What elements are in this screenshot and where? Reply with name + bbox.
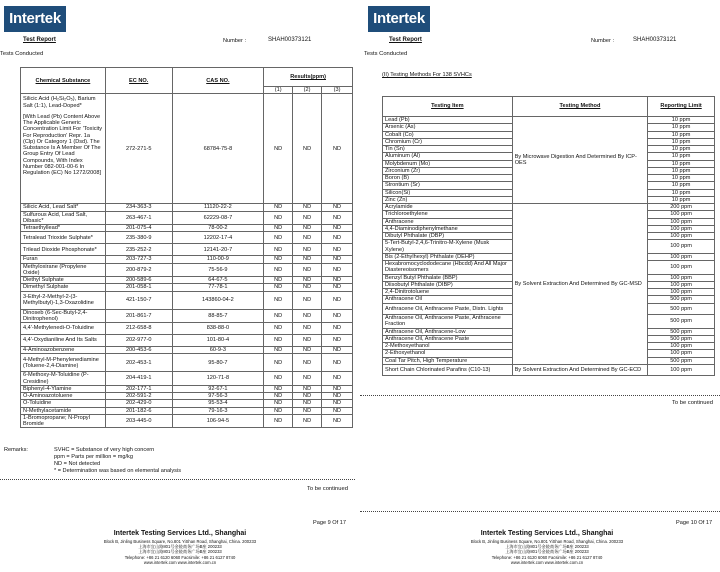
testing-item-cell: Anthracene Oil [383,296,513,303]
result-cell: ND [293,407,322,414]
footer-company: Intertek Testing Services Ltd., Shanghai [480,530,614,537]
substance-cell: O-Toluidine [21,400,106,407]
result-cell: ND [264,94,293,204]
table-row [21,354,353,372]
substance-cell: 4-Methyl-M-Phenylenediamine (Toluene-2,4-Diamine) [21,354,106,372]
table-row [21,211,353,225]
ec-cell: 203-445-0 [105,414,172,428]
reporting-limit-cell: 10 ppm [648,175,715,182]
testing-item-cell: Anthracene Oil, Anthracene-Low [383,328,513,335]
testing-item-cell: Anthracene Oil, Anthracene Paste, Anthracene Fraction [383,315,513,329]
testing-item-cell: Dibutyl Phthalate (DBP) [383,233,513,240]
col-chemical-substance: Chemical Substance [21,68,106,94]
table-row [21,393,353,400]
result-cell: ND [264,225,293,232]
result-cell: ND [322,284,353,291]
col-cas-no: CAS NO. [172,68,264,94]
reporting-limit-cell: 10 ppm [648,117,715,124]
cas-cell: 12202-17-4 [172,232,264,244]
result-cell: ND [322,372,353,386]
footer-address-cn: 上海市宜山路801号金陵商务广场B座 200233 [138,544,222,549]
result-cell: ND [293,400,322,407]
remark-line: ND = Not detected [54,461,101,467]
intertek-logo: Intertek [4,6,66,32]
subcol-2: (2) [293,87,322,94]
cas-cell: 88-85-7 [172,309,264,323]
result-cell: ND [293,385,322,392]
result-cell: ND [322,347,353,354]
result-cell: ND [322,414,353,428]
number-label: Number : [223,38,247,44]
remarks-label: Remarks: [4,447,28,453]
ec-cell: 201-075-4 [105,225,172,232]
ec-cell: 200-453-6 [105,347,172,354]
reporting-limit-cell: 100 ppm [648,240,715,254]
tests-conducted: Tests Conducted [0,51,44,57]
reporting-limit-cell: 100 ppm [648,218,715,225]
reporting-limit-cell: 500 ppm [648,357,715,364]
footer-web: www.intertek.com www.intertek.com.cn [510,559,584,565]
reporting-limit-cell: 100 ppm [648,253,715,260]
testing-item-cell: Anthracene [383,218,513,225]
result-cell: ND [322,400,353,407]
result-cell: ND [264,204,293,211]
cas-cell: 101-80-4 [172,335,264,347]
ec-cell: 202-453-1 [105,354,172,372]
substance-name: Silicic Acid (H₂Si₂O₅), Barium Salt (1:1), Lead-Doped* [23,96,96,109]
testing-item-cell: 2,4-Dinitrotoluene [383,289,513,296]
table-row [21,204,353,211]
result-cell: ND [264,232,293,244]
reporting-limit-cell: 100 ppm [648,350,715,357]
table-row [21,400,353,407]
testing-method-cell: By Solvent Extraction And Determined By GC-MSD [512,204,647,365]
reporting-limit-cell: 10 ppm [648,138,715,145]
ec-cell: 202-429-0 [105,400,172,407]
ec-cell: 202-977-0 [105,335,172,347]
result-cell: ND [322,244,353,256]
table-row [383,364,715,376]
testing-method-cell: By Solvent Extraction And Determined By GC-ECD [512,364,647,376]
substance-cell: 4-Aminoazobenzene [21,347,106,354]
testing-item-cell: Short Chain Chlorinated Parafins (C10-13) [383,364,513,376]
result-cell: ND [322,309,353,323]
footer-company: Intertek Testing Services Ltd., Shanghai [113,530,247,537]
divider [360,395,720,396]
cas-cell: 120-71-8 [172,372,264,386]
cas-cell: 97-56-3 [172,393,264,400]
testing-method-cell: By Microwave Digestion And Determined By ICP-OES [512,117,647,204]
result-cell: ND [264,393,293,400]
testing-item-cell: Molybdenum (Mo) [383,160,513,167]
result-cell: ND [264,284,293,291]
ec-cell: 235-380-9 [105,232,172,244]
number-value: SHAH00373121 [633,37,677,43]
cas-cell: 838-88-0 [172,323,264,335]
result-cell: ND [293,204,322,211]
subcol-3: (3) [322,87,353,94]
divider [360,511,720,512]
reporting-limit-cell: 10 ppm [648,182,715,189]
reporting-limit-cell: 500 ppm [648,335,715,342]
substance-cell: Dinoseb (6-Sec-Butyl-2,4-Dinitrophenol) [21,309,106,323]
result-cell: ND [322,335,353,347]
substance-cell: Tetralead Trioxide Sulphate* [21,232,106,244]
table-row [21,94,353,204]
reporting-limit-cell: 500 ppm [648,315,715,329]
testing-item-cell: Acrylamide [383,204,513,211]
cas-cell: 64-67-5 [172,277,264,284]
reporting-limit-cell: 10 ppm [648,167,715,174]
table-row [383,204,715,211]
substance-cell: 6-Methoxy-M-Toluidine (P-Cresidine) [21,372,106,386]
reporting-limit-cell: 100 ppm [648,274,715,281]
ec-cell: 201-182-6 [105,407,172,414]
footer-address-cn2: 上海市宜山路801号金陵商务广场B座 200233 [505,549,589,555]
result-cell: ND [264,414,293,428]
page-right [360,0,720,572]
result-cell: ND [293,211,322,225]
cas-cell: 78-00-2 [172,225,264,232]
result-cell: ND [322,291,353,309]
result-cell: ND [264,244,293,256]
cas-cell: 143860-04-2 [172,291,264,309]
table-row [21,372,353,386]
result-cell: ND [264,354,293,372]
divider [0,479,355,480]
result-cell: ND [293,372,322,386]
substance-cell: Furan [21,256,106,263]
ec-cell: 272-271-5 [105,94,172,204]
cas-cell: 11120-22-2 [172,204,264,211]
table-row [21,335,353,347]
result-cell: ND [293,94,322,204]
testing-item-cell: Anthracene Oil, Anthracene Paste [383,335,513,342]
ec-cell: 200-589-6 [105,277,172,284]
result-cell: ND [322,263,353,277]
reporting-limit-cell: 100 ppm [648,233,715,240]
result-cell: ND [293,277,322,284]
result-cell: ND [322,323,353,335]
result-cell: ND [264,309,293,323]
footer-address-cn: 上海市宜山路801号金陵商务广场B座 200233 [505,544,589,549]
substance-cell: Trilead Dioxide Phosphonate* [21,244,106,256]
testing-item-cell: 2-Methoxyethanol [383,343,513,350]
ec-cell: 201-058-1 [105,284,172,291]
page-number: Page 9 Of 17 [313,520,346,526]
testing-item-cell: Silicon(Si) [383,189,513,196]
reporting-limit-cell: 100 ppm [648,364,715,376]
report-title: Test Report [23,37,56,43]
testing-item-cell: Lead (Pb) [383,117,513,124]
cas-cell: 92-67-1 [172,385,264,392]
substance-cell: Tetraethyllead* [21,225,106,232]
cas-cell: 62229-08-7 [172,211,264,225]
result-cell: ND [293,347,322,354]
testing-item-cell: Hexabromocyclododecane (Hbcdd) And All Major Diastereoisomers [383,261,513,275]
testing-item-cell: Coal Tar Pitch, High Temperature [383,357,513,364]
testing-item-cell: Bis (2-Ethylhexyl) Phthalate (DEHP) [383,253,513,260]
svhc-results-table [20,67,353,428]
reporting-limit-cell: 10 ppm [648,131,715,138]
result-cell: ND [264,372,293,386]
substance-cell: O-Aminoazotoluene [21,393,106,400]
testing-item-cell: Zirconium (Zr) [383,167,513,174]
testing-item-cell: Trichloroethylene [383,211,513,218]
tests-conducted: Tests Conducted [364,51,408,57]
testing-item-cell: 4,4-Diaminodiphenylmethane [383,225,513,232]
col-ec-no: EC NO. [105,68,172,94]
cas-cell: 12141-20-7 [172,244,264,256]
table-row [21,323,353,335]
footer [65,530,295,565]
cas-cell: 79-16-3 [172,407,264,414]
testing-item-cell: Anthracene Oil, Anthracene Paste, Distn. Lights [383,303,513,315]
result-cell: ND [293,225,322,232]
substance-cell: 4,4'-Oxydianiline And Its Salts [21,335,106,347]
ec-cell: 235-252-2 [105,244,172,256]
col-testing-method: Testing Method [512,97,647,117]
testing-methods-table [382,96,715,376]
result-cell: ND [293,291,322,309]
result-cell: ND [293,393,322,400]
substance-cell: Methyloxirane (Propylene Oxide) [21,263,106,277]
table-row [21,232,353,244]
table-row [21,284,353,291]
result-cell: ND [293,335,322,347]
reporting-limit-cell: 100 ppm [648,289,715,296]
testing-item-cell: Chromium (Cr) [383,138,513,145]
table-row [21,309,353,323]
report-title: Test Report [389,37,422,43]
col-testing-item: Testing Item [383,97,513,117]
col-results: Results(ppm) [264,68,353,87]
result-cell: ND [264,335,293,347]
result-cell: ND [293,232,322,244]
result-cell: ND [322,225,353,232]
testing-item-cell: Benzyl Butyl Phthalate (BBP) [383,274,513,281]
ec-cell: 202-591-2 [105,393,172,400]
reporting-limit-cell: 10 ppm [648,189,715,196]
footer-address: Block B, Jinling Business Square, No.801 YiShan Road, Shanghai, China. 200233 [470,538,624,544]
result-cell: ND [264,263,293,277]
result-cell: ND [322,232,353,244]
continued-note: To be continued [307,486,348,492]
remark-line: SVHC = Substance of very high concern [54,447,155,453]
result-cell: ND [264,323,293,335]
table-row [21,385,353,392]
result-cell: ND [264,291,293,309]
testing-item-cell: 5-Tert-Butyl-2,4,6-Trinitro-M-Xylene (Musk Xylene) [383,240,513,254]
result-cell: ND [264,385,293,392]
result-cell: ND [264,347,293,354]
substance-cell: Biphenyl-4-Ylamine [21,385,106,392]
result-cell: ND [322,277,353,284]
testing-item-cell: Cobalt (Co) [383,131,513,138]
result-cell: ND [293,309,322,323]
testing-item-cell: 2-Ethoxyethanol [383,350,513,357]
testing-item-cell: Zinc (Zn) [383,196,513,203]
continued-note: To be continued [672,400,713,406]
table-row [21,407,353,414]
number-label: Number : [591,38,615,44]
result-cell: ND [264,407,293,414]
result-cell: ND [264,400,293,407]
ec-cell: 201-861-7 [105,309,172,323]
number-value: SHAH00373121 [268,37,312,43]
cas-cell: 95-53-4 [172,400,264,407]
reporting-limit-cell: 100 ppm [648,225,715,232]
section-title: (II) Testing Methods For 138 SVHCs [382,72,472,78]
testing-item-cell: Arsenic (As) [383,124,513,131]
substance-cell [21,94,106,204]
table-row [21,225,353,232]
table-row [21,291,353,309]
result-cell: ND [293,263,322,277]
substance-cell: Diethyl Sulphate [21,277,106,284]
testing-item-cell: Strontium (Sr) [383,182,513,189]
result-cell: ND [293,256,322,263]
ec-cell: 200-879-2 [105,263,172,277]
result-cell: ND [264,277,293,284]
page-number: Page 10 Of 17 [676,520,713,526]
cas-cell: 110-00-9 [172,256,264,263]
intertek-logo: Intertek [368,6,430,32]
result-cell: ND [293,323,322,335]
reporting-limit-cell: 500 ppm [648,303,715,315]
ec-cell: 204-419-1 [105,372,172,386]
result-cell: ND [322,204,353,211]
reporting-limit-cell: 100 ppm [648,261,715,275]
testing-item-cell: Aluminum (Al) [383,153,513,160]
result-cell: ND [293,244,322,256]
substance-cell: Dimethyl Sulphate [21,284,106,291]
ec-cell: 263-467-1 [105,211,172,225]
cas-cell: 106-94-5 [172,414,264,428]
result-cell: ND [322,256,353,263]
table-row [21,414,353,428]
ec-cell: 234-363-3 [105,204,172,211]
footer-phone: Telephone: +86 21 6120 6060 Facsimile: +86 21 6127 8740 [491,554,603,560]
footer-web: www.intertek.com www.intertek.com.cn [143,559,217,565]
result-cell: ND [264,211,293,225]
ec-cell: 212-658-8 [105,323,172,335]
substance-note: [With Lead (Pb) Content Above The Applicable Generic Concentration Limit For 'Toxicity For Reproduction' Repr. 1a (Clp) Or Category 1 (Dsd). The Substance Is A Member Of The Group Entry Of Lead Compounds, With Index Number 082-001-00-6 In Regulation (EC) No 1272/2008] [23,113,103,176]
table-row [21,244,353,256]
reporting-limit-cell: 10 ppm [648,124,715,131]
result-cell: ND [293,414,322,428]
reporting-limit-cell: 100 ppm [648,343,715,350]
ec-cell: 203-727-3 [105,256,172,263]
footer [432,530,662,565]
substance-cell: Silicic Acid, Lead Salt* [21,204,106,211]
table-row [21,256,353,263]
testing-item-cell: Boron (B) [383,175,513,182]
testing-item-cell: Diisobutyl Phthalate (DIBP) [383,281,513,288]
substance-cell: 4,4'-Methylenedi-O-Toluidine [21,323,106,335]
reporting-limit-cell: 100 ppm [648,211,715,218]
reporting-limit-cell: 10 ppm [648,160,715,167]
testing-item-cell: Tin (Sn) [383,146,513,153]
substance-cell: Sulfurous Acid, Lead Salt, Dibasic* [21,211,106,225]
cas-cell: 95-80-7 [172,354,264,372]
result-cell: ND [293,284,322,291]
subcol-1: (1) [264,87,293,94]
remark-line: ppm = Parts per million = mg/kg [54,454,133,460]
result-cell: ND [322,393,353,400]
reporting-limit-cell: 500 ppm [648,328,715,335]
reporting-limit-cell: 10 ppm [648,196,715,203]
reporting-limit-cell: 10 ppm [648,146,715,153]
ec-cell: 202-177-1 [105,385,172,392]
table-row [383,117,715,124]
cas-cell: 75-56-9 [172,263,264,277]
footer-address-cn2: 上海市宜山路801号金陵商务广场B座 200233 [138,549,222,555]
col-reporting-limit: Reporting Limit [648,97,715,117]
result-cell: ND [264,256,293,263]
result-cell: ND [322,385,353,392]
result-cell: ND [293,354,322,372]
reporting-limit-cell: 500 ppm [648,296,715,303]
footer-address: Block B, Jinling Business Square, No.801 YiShan Road, Shanghai, China. 200233 [103,538,257,544]
cas-cell: 60-9-3 [172,347,264,354]
remark-line: * = Determination was based on elemental analysis [54,468,182,474]
table-row [21,277,353,284]
result-cell: ND [322,211,353,225]
result-cell: ND [322,354,353,372]
substance-cell: 3-Ethyl-2-Methyl-2-(3-Methylbutyl)-1,3-Oxazolidine [21,291,106,309]
reporting-limit-cell: 10 ppm [648,153,715,160]
ec-cell: 421-150-7 [105,291,172,309]
result-cell: ND [322,407,353,414]
footer-phone: Telephone: +86 21 6120 6060 Facsimile: +86 21 6127 8740 [124,554,236,560]
substance-cell: N-Methylacetamide [21,407,106,414]
reporting-limit-cell: 100 ppm [648,281,715,288]
table-row [21,347,353,354]
result-cell: ND [322,94,353,204]
table-row [21,263,353,277]
reporting-limit-cell: 200 ppm [648,204,715,211]
cas-cell: 68784-75-8 [172,94,264,204]
cas-cell: 77-78-1 [172,284,264,291]
substance-cell: 1-Bromopropane; N-Propyl Bromide [21,414,106,428]
